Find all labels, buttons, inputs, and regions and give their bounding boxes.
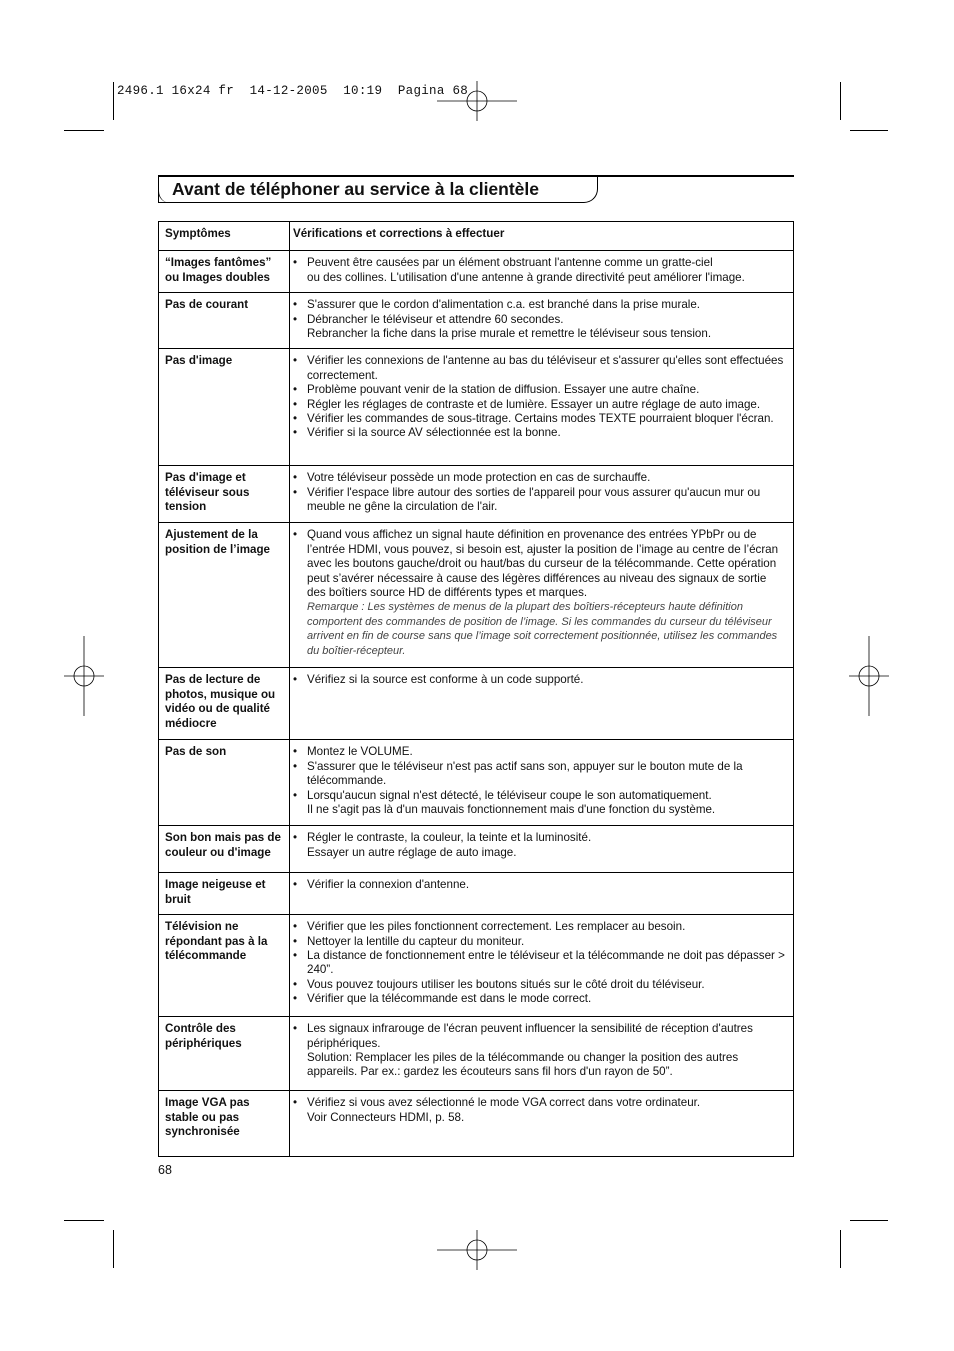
check-item: • Les signaux infrarouge de l'écran peuvent influencer la sensibilité de réception d'autres périphériques. xyxy=(293,1022,787,1051)
check-item: • Problème pouvant venir de la station de diffusion. Essayer une autre chaîne. xyxy=(293,383,787,397)
check-item: • Vérifier que les piles fonctionnent correctement. Les remplacer au besoin. xyxy=(293,920,787,934)
checks-cell xyxy=(290,1017,794,1091)
table-header-row xyxy=(159,222,794,251)
check-item: • Votre téléviseur possède un mode protection en cas de surchauffe. xyxy=(293,471,787,485)
symptom-cell: “Images fantômes” ou Images doubles xyxy=(159,251,290,293)
check-item: • Régler les réglages de contraste et de lumière. Essayer un autre réglage de auto image. xyxy=(293,398,787,412)
checks-cell xyxy=(290,668,794,740)
crop-mark xyxy=(840,82,841,120)
symptom-cell: Pas de lecture de photos, musique ou vidéo ou de qualité médiocre xyxy=(159,668,290,740)
checks-cell xyxy=(290,251,794,293)
check-item: • Vérifier les connexions de l'antenne au bas du téléviseur et s'assurer qu'elles sont effectuées correctement. xyxy=(293,354,787,383)
table-row xyxy=(159,1017,794,1091)
check-item: • Régler le contraste, la couleur, la teinte et la luminosité. xyxy=(293,831,787,845)
table-row xyxy=(159,873,794,915)
checks-list xyxy=(293,920,787,1006)
checks-list xyxy=(293,354,787,440)
check-item: • Lorsqu'aucun signal n'est détecté, le téléviseur coupe le son automatiquement. xyxy=(293,789,787,803)
crop-mark xyxy=(64,130,104,131)
symptom-cell: Ajustement de la position de l’image xyxy=(159,523,290,668)
registration-mark-left xyxy=(64,636,104,716)
check-continuation: Voir Connecteurs HDMI, p. 58. xyxy=(307,1110,465,1124)
checks-list xyxy=(293,673,787,687)
symptom-cell: Image VGA pas stable ou pas synchronisée xyxy=(159,1091,290,1157)
header-checks: Vérifications et corrections à effectuer xyxy=(290,222,794,251)
check-item: • Nettoyer la lentille du capteur du moniteur. xyxy=(293,935,787,949)
table-row xyxy=(159,668,794,740)
crop-mark xyxy=(850,130,888,131)
crop-mark xyxy=(850,1220,888,1221)
crop-mark xyxy=(64,1220,104,1221)
checks-list xyxy=(293,1096,787,1110)
table-row xyxy=(159,466,794,523)
symptom-cell: Télévision ne répondant pas à la télécommande xyxy=(159,915,290,1017)
crop-mark xyxy=(840,1230,841,1268)
checks-cell xyxy=(290,826,794,873)
checks-cell xyxy=(290,873,794,915)
check-continuation: Il ne s'agit pas là d'un mauvais fonctionnement mais d'une fonction du système. xyxy=(307,803,716,817)
check-item: • Peuvent être causées par un élément obstruant l'antenne comme un gratte-ciel xyxy=(293,256,787,270)
check-item: • Quand vous affichez un signal haute définition en provenance des entrées YPbPr ou de l’entrée HDMI, vous pouvez, si besoin est, ajuster la position de l’image au centre de l’écran avec les boutons gauche/droit ou haut/bas du curseur de la télécommande. Cette opération peut s’avérer nécessaire à cause des légères différences au niveau des signaux de sortie des boîtiers source HD de différents types et marques. xyxy=(293,528,787,600)
symptom-cell: Pas de son xyxy=(159,740,290,826)
check-continuation: Solution: Remplacer les piles de la télécommande ou changer la position des autres appareils. Par ex.: gardez les écouteurs sans fil hors d'un rayon de 50”. xyxy=(307,1051,739,1079)
checks-cell xyxy=(290,523,794,668)
checks-list xyxy=(293,878,787,892)
crop-mark xyxy=(113,1230,114,1268)
checks-list xyxy=(293,256,787,270)
table-row xyxy=(159,915,794,1017)
check-continuation: Rebrancher la fiche dans la prise murale et remettre le téléviseur sous tension. xyxy=(307,327,712,341)
table-row xyxy=(159,826,794,873)
checks-cell xyxy=(290,349,794,466)
checks-list xyxy=(293,831,787,845)
page-number: 68 xyxy=(158,1163,172,1177)
check-item: • Vérifiez si vous avez sélectionné le mode VGA correct dans votre ordinateur. xyxy=(293,1096,787,1110)
checks-list xyxy=(293,745,787,803)
symptom-cell: Image neigeuse et bruit xyxy=(159,873,290,915)
check-item: • Vous pouvez toujours utiliser les boutons situés sur le côté droit du téléviseur. xyxy=(293,978,787,992)
checks-cell xyxy=(290,293,794,349)
check-item: • Vérifier la connexion d'antenne. xyxy=(293,878,787,892)
symptom-cell: Son bon mais pas de couleur ou d'image xyxy=(159,826,290,873)
registration-mark-bottom xyxy=(437,1230,517,1270)
check-item: • Débrancher le téléviseur et attendre 60 secondes. xyxy=(293,313,787,327)
check-item: • Vérifier que la télécommande est dans le mode correct. xyxy=(293,992,787,1006)
check-continuation: ou des collines. L'utilisation d'une antenne à grande directivité peut améliorer l'image. xyxy=(307,270,745,284)
checks-cell xyxy=(290,915,794,1017)
header-symptoms: Symptômes xyxy=(159,222,290,251)
table-row xyxy=(159,1091,794,1157)
registration-mark-right xyxy=(849,636,889,716)
table-row xyxy=(159,740,794,826)
checks-list xyxy=(293,1022,787,1051)
check-note: Remarque : Les systèmes de menus de la plupart des boîtiers-récepteurs haute définition comportent des commandes de position de l’image. Si les commandes du curseur du téléviseur arrivent en fin de course sans que l’image soit correctement positionnée, utilisez les commandes du boîtier-récepteur. xyxy=(307,601,778,657)
checks-cell xyxy=(290,1091,794,1157)
symptom-cell: Contrôle des périphériques xyxy=(159,1017,290,1091)
checks-list xyxy=(293,298,787,327)
check-item: • La distance de fonctionnement entre le téléviseur et la télécommande ne doit pas dépasser > 240”. xyxy=(293,949,787,978)
checks-list xyxy=(293,471,787,514)
table-row xyxy=(159,251,794,293)
crop-mark xyxy=(113,82,114,120)
check-item: • Vérifier si la source AV sélectionnée est la bonne. xyxy=(293,426,787,440)
checks-cell xyxy=(290,740,794,826)
page-title: Avant de téléphoner au service à la clientèle xyxy=(172,179,540,199)
symptom-cell: Pas d'image xyxy=(159,349,290,466)
check-item: • Vérifier l'espace libre autour des sorties de l'appareil pour vous assurer qu'aucun mur ou meuble ne gêne la circulation de l'air. xyxy=(293,486,787,515)
table-row xyxy=(159,523,794,668)
checks-cell xyxy=(290,466,794,523)
printer-mark: 2496.1 16x24 fr 14-12-2005 10:19 Pagina 68 xyxy=(117,84,469,98)
check-item: • Vérifier les commandes de sous-titrage. Certains modes TEXTE pourraient bloquer l'écran. xyxy=(293,412,787,426)
table-row xyxy=(159,293,794,349)
check-item: • S'assurer que le téléviseur n'est pas actif sans son, appuyer sur le bouton mute de la télécommande. xyxy=(293,760,787,789)
check-item: • Vérifiez si la source est conforme à un code supporté. xyxy=(293,673,787,687)
check-item: • Montez le VOLUME. xyxy=(293,745,787,759)
check-item: • S'assurer que le cordon d'alimentation c.a. est branché dans la prise murale. xyxy=(293,298,787,312)
check-continuation: Essayer un autre réglage de auto image. xyxy=(307,845,517,859)
table-row xyxy=(159,349,794,466)
troubleshooting-table xyxy=(158,221,794,1157)
checks-list xyxy=(293,528,787,600)
symptom-cell: Pas d'image et téléviseur sous tension xyxy=(159,466,290,523)
symptom-cell: Pas de courant xyxy=(159,293,290,349)
